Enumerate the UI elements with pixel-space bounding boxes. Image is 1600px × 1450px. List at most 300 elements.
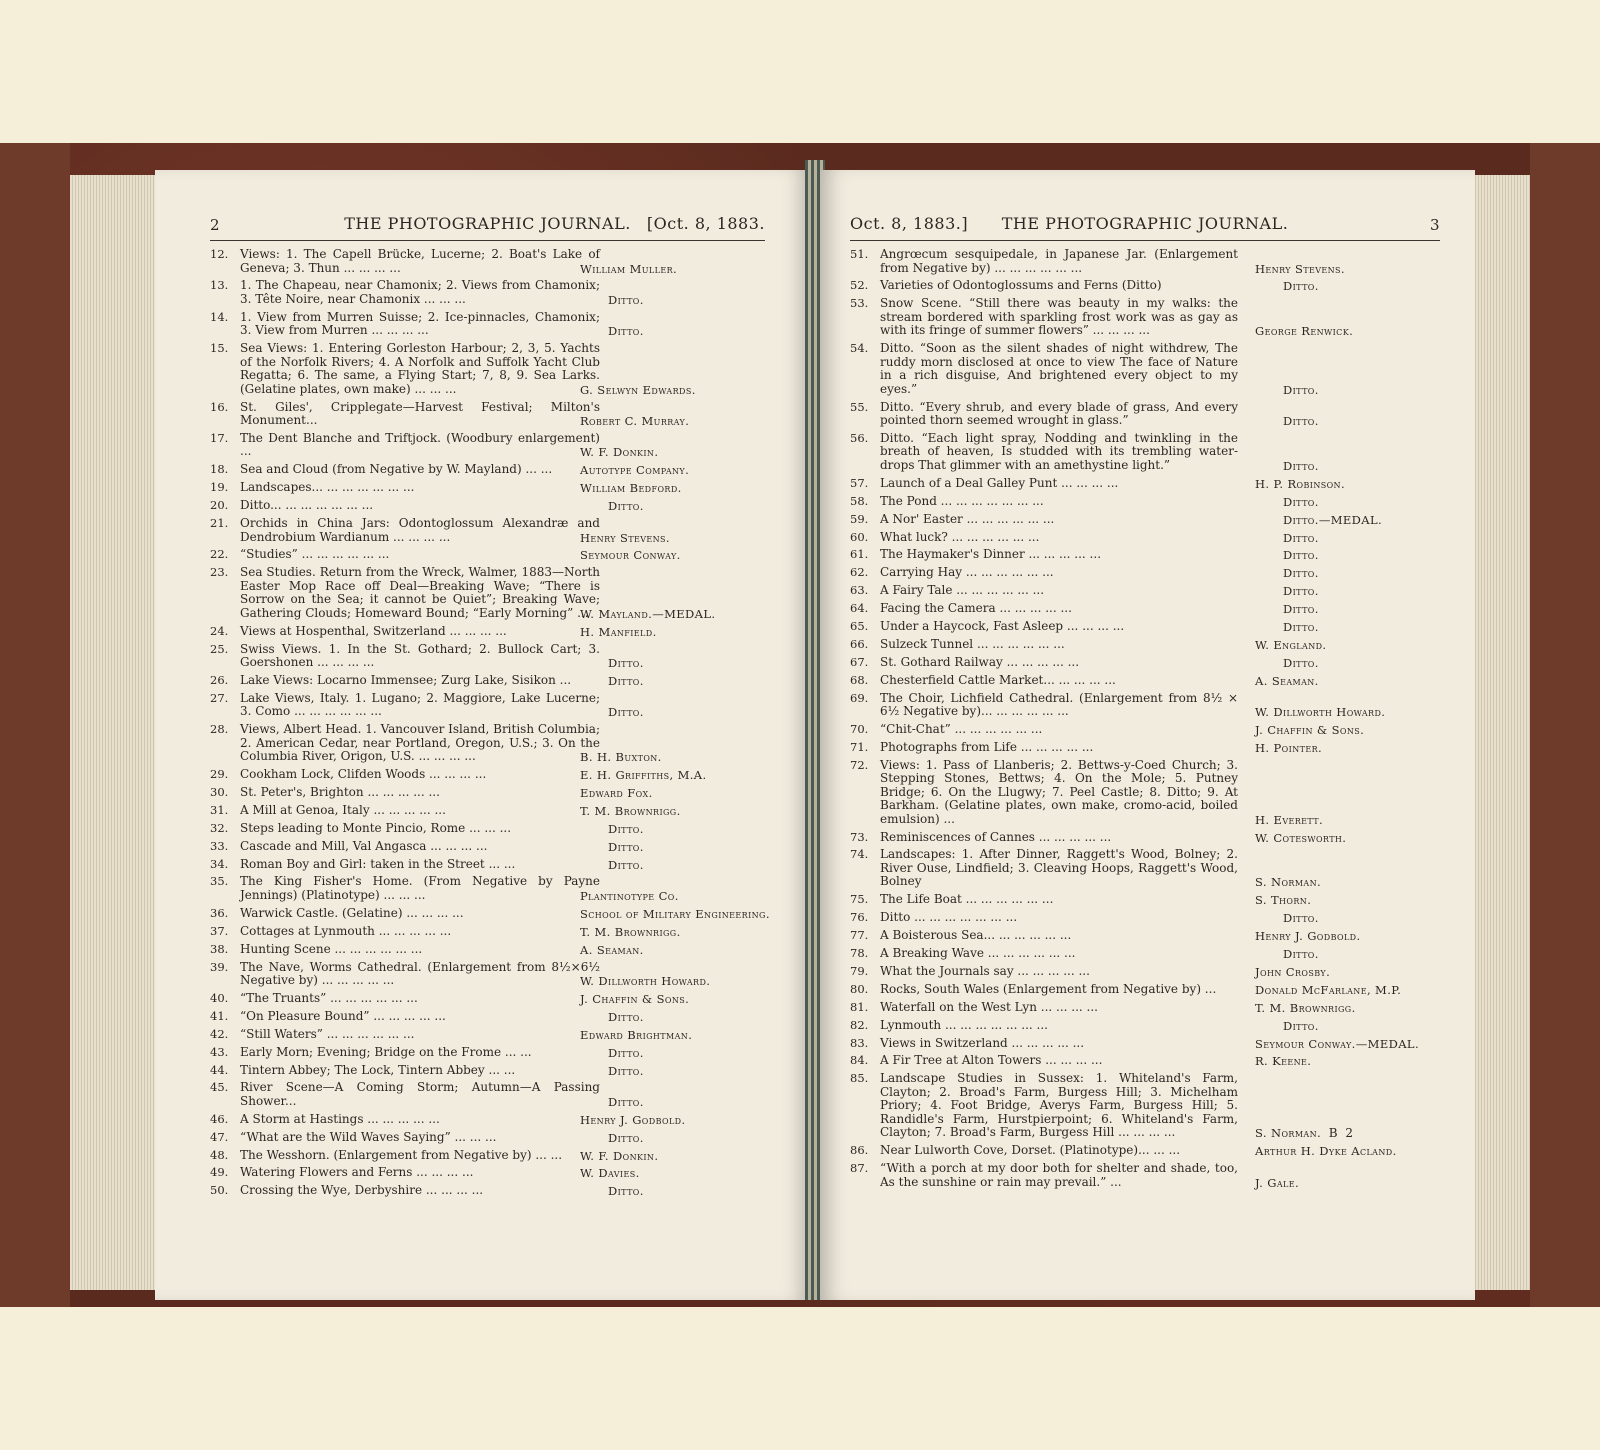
entry-number: 56.: [850, 430, 869, 445]
exhibitor-name: W. England.: [1255, 637, 1327, 652]
entry-title: Crossing the Wye, Derbyshire ... ... ... ...: [240, 1183, 484, 1198]
exhibitor-name: Ditto.: [1283, 548, 1319, 563]
entry-number: 53.: [850, 296, 869, 311]
exhibitor-name: W. Mayland.—MEDAL.: [580, 606, 716, 621]
exhibitor-name: Arthur H. Dyke Acland.: [1255, 1144, 1397, 1159]
exhibitor-name: Ditto.: [1283, 1018, 1319, 1033]
entry-number: 51.: [850, 247, 869, 261]
catalogue-entry: [850, 723, 1445, 737]
entry-number: 77.: [850, 928, 869, 943]
exhibitor-name: Ditto.: [1283, 458, 1319, 473]
entry-title: Chesterfield Cattle Market... ... ... ... ...: [880, 672, 1116, 687]
entry-title: Angrœcum sesquipedale, in Japanese Jar. (Enlargement from Negative by) ... ... ... ... ... ...: [880, 247, 1238, 275]
entry-title: Waterfall on the West Lyn ... ... ... ...: [880, 999, 1098, 1014]
exhibitor-name: Henry Stevens.: [1255, 261, 1345, 276]
exhibitor-name: Edward Fox.: [580, 786, 653, 801]
exhibitor-name: Ditto.: [608, 292, 644, 307]
entry-number: 18.: [210, 462, 229, 477]
journal-title: THE PHOTOGRAPHIC JOURNAL.: [344, 214, 631, 233]
entry-title: Sea Studies. Return from the Wreck, Walmer, 1883—North Easter Mop Race off Deal—Breaking Wave; “There is Sorrow on the Sea; it cannot be Quiet”; Breaking Wave; Gathering Clouds; Homeward Bound; “Early Morning” ...: [240, 565, 600, 620]
catalogue-entry: [850, 620, 1445, 634]
catalogue-list-right: [850, 248, 1445, 1193]
entry-title: Views, Albert Head. 1. Vancouver Island, British Columbia; 2. American Cedar, near Portland, Oregon, U.S.; 3. On the Columbia River, Origon, U.S. ... ... ... ...: [240, 722, 600, 764]
entry-title: Reminiscences of Cannes ... ... ... ... ...: [880, 829, 1112, 844]
exhibitor-name: A. Seaman.: [1255, 673, 1319, 688]
catalogue-entry: [850, 531, 1445, 545]
catalogue-entry: [210, 1028, 770, 1042]
entry-title: 1. View from Murren Suisse; 2. Ice-pinnacles, Chamonix; 3. View from Murren ... ... ... ...: [240, 309, 600, 338]
exhibitor-name: Ditto.: [1283, 584, 1319, 599]
entry-title: Watering Flowers and Ferns ... ... ... ...: [240, 1165, 474, 1180]
catalogue-entry: [850, 602, 1445, 616]
entry-number: 87.: [850, 1161, 869, 1176]
catalogue-entry: [850, 584, 1445, 598]
journal-title: THE PHOTOGRAPHIC JOURNAL.: [1001, 214, 1289, 233]
entry-title: Landscapes... ... ... ... ... ... ...: [240, 480, 415, 495]
issue-date: Oct. 8, 1883.]: [850, 214, 969, 233]
catalogue-entry: [850, 656, 1445, 670]
entry-number: 21.: [210, 516, 229, 531]
entry-title: Views: 1. Pass of Llanberis; 2. Bettws-y-Coed Church; 3. Stepping Stones, Bettws; 4. On the Mole; 5. Putney Bridge; 6. On the Llugwy; 7. Peel Castle; 8. Ditto; 9. At Barkham. (Gelatine plates, own make, cromo-acid, boiled emulsion) ...: [880, 757, 1238, 826]
catalogue-entry: [210, 499, 770, 513]
exhibitor-name: Ditto.: [1283, 414, 1319, 429]
catalogue-entry: [850, 1001, 1445, 1015]
entry-title: Hunting Scene ... ... ... ... ... ...: [240, 941, 423, 956]
running-header-right: [850, 214, 1440, 241]
exhibitor-name: Donald McFarlane, M.P.: [1255, 982, 1402, 997]
entry-title: Ditto. “Every shrub, and every blade of grass, And every pointed thorn seemed wrought in glass.”: [880, 399, 1238, 428]
catalogue-entry: [210, 1046, 770, 1060]
entry-title: Ditto... ... ... ... ... ... ...: [240, 498, 374, 513]
catalogue-entry: [850, 342, 1445, 396]
entry-title: Ditto ... ... ... ... ... ... ...: [880, 910, 1018, 925]
entry-title: St. Peter's, Brighton ... ... ... ... ...: [240, 785, 440, 800]
catalogue-entry: [850, 674, 1445, 688]
exhibitor-name: Ditto.: [608, 673, 644, 688]
entry-title: Lake Views, Italy. 1. Lugano; 2. Maggiore, Lake Lucerne; 3. Como ... ... ... ... ... ...: [240, 690, 600, 719]
exhibitor-name: A. Seaman.: [580, 942, 644, 957]
catalogue-entry: [850, 692, 1445, 719]
exhibitor-name: Ditto.: [1283, 279, 1319, 294]
entry-number: 63.: [850, 583, 869, 598]
exhibitor-name: Edward Brightman.: [580, 1027, 693, 1042]
entry-number: 24.: [210, 623, 229, 638]
catalogue-entry: [850, 965, 1445, 979]
exhibitor-name: Plantinotype Co.: [580, 888, 679, 903]
entry-number: 79.: [850, 963, 869, 978]
exhibitor-name: John Crosby.: [1255, 964, 1331, 979]
entry-title: “On Pleasure Bound” ... ... ... ... ...: [240, 1008, 446, 1023]
entry-title: Launch of a Deal Galley Punt ... ... ... ...: [880, 475, 1119, 490]
entry-number: 36.: [210, 905, 229, 920]
entry-title: Sulzeck Tunnel ... ... ... ... ... ...: [880, 636, 1065, 651]
catalogue-entry: [210, 248, 770, 275]
entry-number: 75.: [850, 892, 869, 907]
catalogue-entry: [210, 625, 770, 639]
catalogue-entry: [210, 279, 770, 306]
entry-number: 55.: [850, 399, 869, 414]
catalogue-entry: [210, 961, 770, 988]
exhibitor-name: H. Manfield.: [580, 624, 657, 639]
entry-title: St. Gothard Railway ... ... ... ... ...: [880, 654, 1080, 669]
exhibitor-name: Robert C. Murray.: [580, 414, 690, 429]
entry-number: 58.: [850, 493, 869, 508]
catalogue-entry: [850, 1144, 1445, 1158]
entry-number: 44.: [210, 1062, 229, 1077]
entry-number: 46.: [210, 1111, 229, 1126]
exhibitor-name: Henry J. Godbold.: [1255, 929, 1361, 944]
catalogue-entry: [210, 992, 770, 1006]
entry-number: 26.: [210, 672, 229, 687]
entry-title: Facing the Camera ... ... ... ... ...: [880, 601, 1072, 616]
exhibitor-name: William Bedford.: [580, 481, 682, 496]
entry-title: Landscapes: 1. After Dinner, Raggett's Wood, Bolney; 2. River Ouse, Lindfield; 3. Cleaving Hoops, Raggett's Wood, Bolney: [880, 847, 1238, 889]
entry-number: 73.: [850, 829, 869, 844]
exhibitor-name: Ditto.: [608, 1009, 644, 1024]
exhibitor-name: S. Thorn.: [1255, 893, 1312, 908]
entry-number: 12.: [210, 247, 229, 261]
issue-date: [Oct. 8, 1883.: [646, 214, 765, 233]
entry-title: Lynmouth ... ... ... ... ... ... ...: [880, 1017, 1048, 1032]
exhibitor-name: W. Dillworth Howard.: [580, 974, 711, 989]
entry-number: 59.: [850, 511, 869, 526]
entry-number: 27.: [210, 690, 229, 705]
entry-title: “With a porch at my door both for shelter and shade, too, As the sunshine or rain may prevail.” ...: [880, 1161, 1238, 1189]
entry-number: 70.: [850, 721, 869, 736]
entry-number: 69.: [850, 690, 869, 705]
entry-number: 19.: [210, 480, 229, 495]
catalogue-entry: [210, 517, 770, 544]
catalogue-entry: [210, 875, 770, 902]
catalogue-entry: [850, 477, 1445, 491]
entry-title: What luck? ... ... ... ... ... ...: [880, 529, 1040, 544]
exhibitor-name: T. M. Brownrigg.: [580, 924, 681, 939]
catalogue-entry: [210, 401, 770, 428]
entry-title: A Fir Tree at Alton Towers ... ... ... ...: [880, 1053, 1103, 1068]
entry-number: 22.: [210, 547, 229, 562]
entry-title: Cascade and Mill, Val Angasca ... ... ... ...: [240, 838, 488, 853]
signature-mark: B 2: [1328, 1126, 1355, 1140]
catalogue-entry: [850, 893, 1445, 907]
entry-number: 52.: [850, 278, 869, 293]
entry-title: Cottages at Lynmouth ... ... ... ... ...: [240, 923, 452, 938]
entry-number: 14.: [210, 309, 229, 324]
entry-title: The Choir, Lichfield Cathedral. (Enlargement from 8½ × 6½ Negative by)... ... ... ... ... ...: [880, 690, 1238, 719]
entry-title: Lake Views: Locarno Immensee; Zurg Lake, Sisikon ...: [240, 672, 572, 687]
entry-title: A Breaking Wave ... ... ... ... ... ...: [880, 946, 1076, 961]
entry-title: Tintern Abbey; The Lock, Tintern Abbey ... ...: [240, 1062, 516, 1077]
exhibitor-name: W. F. Donkin.: [580, 445, 659, 460]
catalogue-entry: [210, 822, 770, 836]
catalogue-entry: [850, 638, 1445, 652]
entry-number: 13.: [210, 278, 229, 293]
entry-title: The King Fisher's Home. (From Negative by Payne Jennings) (Platinotype) ... ... ...: [240, 874, 600, 902]
exhibitor-name: H. Everett.: [1255, 812, 1324, 827]
entry-title: A Mill at Genoa, Italy ... ... ... ... ...: [240, 802, 446, 817]
entry-title: Warwick Castle. (Gelatine) ... ... ... ...: [240, 905, 464, 920]
entry-title: Rocks, South Wales (Enlargement from Negative by) ...: [880, 981, 1217, 996]
catalogue-entry: [850, 1072, 1445, 1140]
exhibitor-name: Ditto.: [608, 705, 644, 720]
entry-number: 81.: [850, 999, 869, 1014]
entry-number: 65.: [850, 618, 869, 633]
entry-number: 30.: [210, 785, 229, 800]
catalogue-entry: [850, 297, 1445, 338]
catalogue-entry: [850, 248, 1445, 275]
catalogue-entry: [850, 566, 1445, 580]
exhibitor-name: J. Gale.: [1255, 1175, 1299, 1190]
catalogue-entry: [210, 858, 770, 872]
entry-title: Roman Boy and Girl: taken in the Street ... ...: [240, 856, 516, 871]
exhibitor-name: H. Pointer.: [1255, 740, 1323, 755]
exhibitor-name: T. M. Brownrigg.: [1255, 1000, 1356, 1015]
entry-number: 23.: [210, 565, 229, 580]
cover-edge-left: [0, 143, 70, 1307]
entry-title: Sea Views: 1. Entering Gorleston Harbour; 2, 3, 5. Yachts of the Norfolk Rivers; 4. A Norfolk and Suffolk Yacht Club Regatta; 6. The same, a Flying Start; 7, 8, 9. Sea Larks. (Gelatine plates, own make) ... ... ...: [240, 341, 600, 396]
entry-number: 68.: [850, 672, 869, 687]
entry-title: Landscape Studies in Sussex: 1. Whiteland's Farm, Clayton; 2. Broad's Farm, Burgess Hill; 3. Michelham Priory; 4. Foot Bridge, Averys Farm, Burgess Hill; 5. Randidle's Farm, Hurstpierpoint; 6. Whiteland's Farm, Clayton; 7. Broad's Farm, Burgess Hill ... ... ... ...: [880, 1071, 1238, 1140]
catalogue-entry: [850, 848, 1445, 889]
entry-title: Ditto. “Each light spray, Nodding and twinkling in the breath of heaven, Is studded with its trembling water-drops That glimmer with an amethystine light.”: [880, 430, 1238, 472]
catalogue-entry: [850, 401, 1445, 428]
entry-number: 35.: [210, 874, 229, 889]
entry-number: 82.: [850, 1017, 869, 1032]
catalogue-entry: [210, 463, 770, 477]
exhibitor-name: H. P. Robinson.: [1255, 476, 1346, 491]
exhibitor-name: George Renwick.: [1255, 324, 1354, 339]
cover-edge-right: [1530, 143, 1600, 1307]
page-number: 2: [210, 216, 221, 234]
entry-number: 66.: [850, 636, 869, 651]
catalogue-entry: [210, 907, 770, 921]
exhibitor-name: Seymour Conway.: [580, 548, 681, 563]
entry-title: Cookham Lock, Clifden Woods ... ... ... ...: [240, 767, 487, 782]
entry-number: 40.: [210, 990, 229, 1005]
catalogue-entry: [210, 432, 770, 459]
catalogue-entry: [210, 804, 770, 818]
entry-title: The Nave, Worms Cathedral. (Enlargement from 8½×6½ Negative by) ... ... ... ... ...: [240, 959, 600, 988]
exhibitor-name: Ditto.: [608, 1045, 644, 1060]
exhibitor-name: Ditto.: [1283, 566, 1319, 581]
catalogue-entry: [850, 513, 1445, 527]
exhibitor-name: W. F. Donkin.: [580, 1148, 659, 1163]
entry-number: 64.: [850, 601, 869, 616]
catalogue-entry: [850, 759, 1445, 827]
entry-number: 86.: [850, 1143, 869, 1158]
entry-number: 83.: [850, 1035, 869, 1050]
entry-title: Views: 1. The Capell Brücke, Lucerne; 2. Boat's Lake of Geneva; 3. Thun ... ... ... ...: [240, 247, 600, 275]
entry-title: “Still Waters” ... ... ... ... ... ...: [240, 1026, 415, 1041]
exhibitor-name: S. Norman.: [1255, 1126, 1322, 1141]
catalogue-entry: [210, 481, 770, 495]
entry-number: 15.: [210, 341, 229, 356]
entry-title: What the Journals say ... ... ... ... ...: [880, 963, 1090, 978]
entry-number: 43.: [210, 1044, 229, 1059]
entry-title: Sea and Cloud (from Negative by W. Mayland) ... ...: [240, 462, 553, 477]
entry-number: 25.: [210, 641, 229, 656]
entry-title: A Nor' Easter ... ... ... ... ... ...: [880, 511, 1055, 526]
entry-number: 57.: [850, 475, 869, 490]
catalogue-entry: [850, 279, 1445, 293]
exhibitor-name: Ditto.: [1283, 655, 1319, 670]
exhibitor-name: J. Chaffin & Sons.: [1255, 722, 1365, 737]
entry-number: 74.: [850, 847, 869, 862]
catalogue-entry: [850, 929, 1445, 943]
exhibitor-name: T. M. Brownrigg.: [580, 803, 681, 818]
entry-number: 31.: [210, 802, 229, 817]
entry-number: 49.: [210, 1165, 229, 1180]
catalogue-entry: [850, 831, 1445, 845]
entry-title: Views at Hospenthal, Switzerland ... ... ... ...: [240, 623, 507, 638]
exhibitor-name: Autotype Company.: [580, 463, 690, 478]
exhibitor-name: Ditto.: [1283, 619, 1319, 634]
exhibitor-name: William Muller.: [580, 261, 678, 276]
entry-title: Carrying Hay ... ... ... ... ... ...: [880, 565, 1054, 580]
catalogue-entry: [850, 983, 1445, 997]
entry-number: 85.: [850, 1071, 869, 1086]
catalogue-entry: [850, 1054, 1445, 1068]
entry-number: 61.: [850, 547, 869, 562]
catalogue-entry: [850, 1037, 1445, 1051]
entry-number: 47.: [210, 1129, 229, 1144]
entry-title: The Wesshorn. (Enlargement from Negative by) ... ...: [240, 1147, 563, 1162]
catalogue-entry: [210, 840, 770, 854]
entry-title: Ditto. “Soon as the silent shades of night withdrew, The ruddy morn disclosed at once to view The face of Nature in a rich disguise, And brightened every object to my eyes.”: [880, 341, 1238, 396]
entry-title: The Dent Blanche and Triftjock. (Woodbury enlargement) ...: [240, 430, 600, 459]
exhibitor-name: W. Davies.: [580, 1166, 640, 1181]
exhibitor-name: School of Military Engineering.: [580, 906, 770, 921]
catalogue-entry: [210, 1010, 770, 1024]
catalogue-entry: [210, 723, 770, 764]
catalogue-entry: [210, 566, 770, 620]
entry-title: “What are the Wild Waves Saying” ... ... ...: [240, 1129, 497, 1144]
entry-title: Near Lulworth Cove, Dorset. (Platinotype)... ... ...: [880, 1143, 1181, 1158]
exhibitor-name: Ditto.: [1283, 494, 1319, 509]
exhibitor-name: Ditto.: [608, 857, 644, 872]
catalogue-entry: [850, 1162, 1445, 1189]
exhibitor-name: Ditto.: [608, 499, 644, 514]
exhibitor-name: J. Chaffin & Sons.: [580, 991, 690, 1006]
catalogue-entry: [210, 1184, 770, 1198]
entry-number: 84.: [850, 1053, 869, 1068]
exhibitor-name: Ditto.—MEDAL.: [1283, 512, 1383, 527]
entry-number: 41.: [210, 1008, 229, 1023]
catalogue-entry: [210, 643, 770, 670]
exhibitor-name: Seymour Conway.—MEDAL.: [1255, 1036, 1420, 1051]
exhibitor-name: Ditto.: [1283, 947, 1319, 962]
entry-title: Steps leading to Monte Pincio, Rome ... ... ...: [240, 820, 512, 835]
exhibitor-name: Ditto.: [608, 1063, 644, 1078]
catalogue-entry: [850, 741, 1445, 755]
catalogue-entry: [210, 1166, 770, 1180]
catalogue-entry: [210, 1131, 770, 1145]
entry-title: “The Truants” ... ... ... ... ... ...: [240, 990, 418, 1005]
exhibitor-name: Ditto.: [608, 1094, 644, 1109]
catalogue-entry: [210, 786, 770, 800]
exhibitor-name: Ditto.: [608, 821, 644, 836]
catalogue-entry: [210, 674, 770, 688]
catalogue-entry: [210, 1149, 770, 1163]
exhibitor-name: Ditto.: [608, 1130, 644, 1145]
exhibitor-name: Ditto.: [608, 324, 644, 339]
exhibitor-name: R. Keene.: [1255, 1054, 1312, 1069]
entry-title: Orchids in China Jars: Odontoglossum Alexandræ and Dendrobium Wardianum ... ... ... ...: [240, 516, 600, 544]
entry-title: The Haymaker's Dinner ... ... ... ... ...: [880, 547, 1102, 562]
entry-number: 50.: [210, 1183, 229, 1198]
catalogue-entry: [210, 342, 770, 396]
entry-number: 33.: [210, 838, 229, 853]
exhibitor-name: W. Dillworth Howard.: [1255, 705, 1386, 720]
entry-title: Photographs from Life ... ... ... ... ...: [880, 739, 1094, 754]
entry-number: 80.: [850, 981, 869, 996]
catalogue-entry: [210, 311, 770, 338]
exhibitor-name: Ditto.: [1283, 530, 1319, 545]
catalogue-entry: [210, 1113, 770, 1127]
entry-number: 48.: [210, 1147, 229, 1162]
exhibitor-name: Ditto.: [1283, 382, 1319, 397]
entry-number: 37.: [210, 923, 229, 938]
exhibitor-name: S. Norman.: [1255, 875, 1322, 890]
entry-title: A Fairy Tale ... ... ... ... ... ...: [880, 583, 1045, 598]
entry-title: River Scene—A Coming Storm; Autumn—A Passing Shower...: [240, 1080, 600, 1108]
entry-title: Under a Haycock, Fast Asleep ... ... ... ...: [880, 618, 1125, 633]
entry-number: 32.: [210, 820, 229, 835]
catalogue-entry: [210, 692, 770, 719]
exhibitor-name: G. Selwyn Edwards.: [580, 382, 696, 397]
running-header-left: [210, 214, 765, 241]
entry-number: 78.: [850, 946, 869, 961]
entry-title: “Studies” ... ... ... ... ... ...: [240, 547, 390, 562]
exhibitor-name: E. H. Griffiths, M.A.: [580, 768, 707, 783]
entry-number: 34.: [210, 856, 229, 871]
entry-number: 45.: [210, 1080, 229, 1095]
entry-number: 60.: [850, 529, 869, 544]
entry-title: Views in Switzerland ... ... ... ... ...: [880, 1035, 1085, 1050]
entry-number: 67.: [850, 654, 869, 669]
catalogue-entry: [210, 943, 770, 957]
entry-number: 17.: [210, 430, 229, 445]
catalogue-entry: [210, 1081, 770, 1108]
entry-title: Varieties of Odontoglossums and Ferns (Ditto): [880, 278, 1162, 293]
entry-number: 54.: [850, 341, 869, 356]
exhibitor-name: Ditto.: [608, 656, 644, 671]
entry-title: A Boisterous Sea... ... ... ... ... ...: [880, 928, 1072, 943]
exhibitor-name: Ditto.: [1283, 602, 1319, 617]
page-stack-left: [70, 175, 160, 1290]
catalogue-entry: [850, 548, 1445, 562]
exhibitor-name: Ditto.: [608, 1184, 644, 1199]
entry-number: 28.: [210, 722, 229, 737]
entry-number: 29.: [210, 767, 229, 782]
entry-title: Early Morn; Evening; Bridge on the Frome ... ...: [240, 1044, 532, 1059]
entry-number: 76.: [850, 910, 869, 925]
entry-title: “Chit-Chat” ... ... ... ... ... ...: [880, 721, 1043, 736]
left-page: [155, 170, 810, 1300]
entry-title: A Storm at Hastings ... ... ... ... ...: [240, 1111, 440, 1126]
exhibitor-name: Ditto.: [608, 839, 644, 854]
catalogue-entry: [210, 548, 770, 562]
exhibitor-name: B. H. Buxton.: [580, 750, 662, 765]
entry-number: 38.: [210, 941, 229, 956]
entry-title: The Pond ... ... ... ... ... ... ...: [880, 493, 1044, 508]
entry-number: 62.: [850, 565, 869, 580]
catalogue-entry: [850, 1019, 1445, 1033]
catalogue-list-left: [210, 248, 770, 1202]
entry-title: 1. The Chapeau, near Chamonix; 2. Views from Chamonix; 3. Tête Noire, near Chamonix ... ... ...: [240, 278, 600, 306]
page-stack-right: [1470, 175, 1530, 1290]
entry-number: 20.: [210, 498, 229, 513]
entry-title: The Life Boat ... ... ... ... ... ...: [880, 892, 1054, 907]
